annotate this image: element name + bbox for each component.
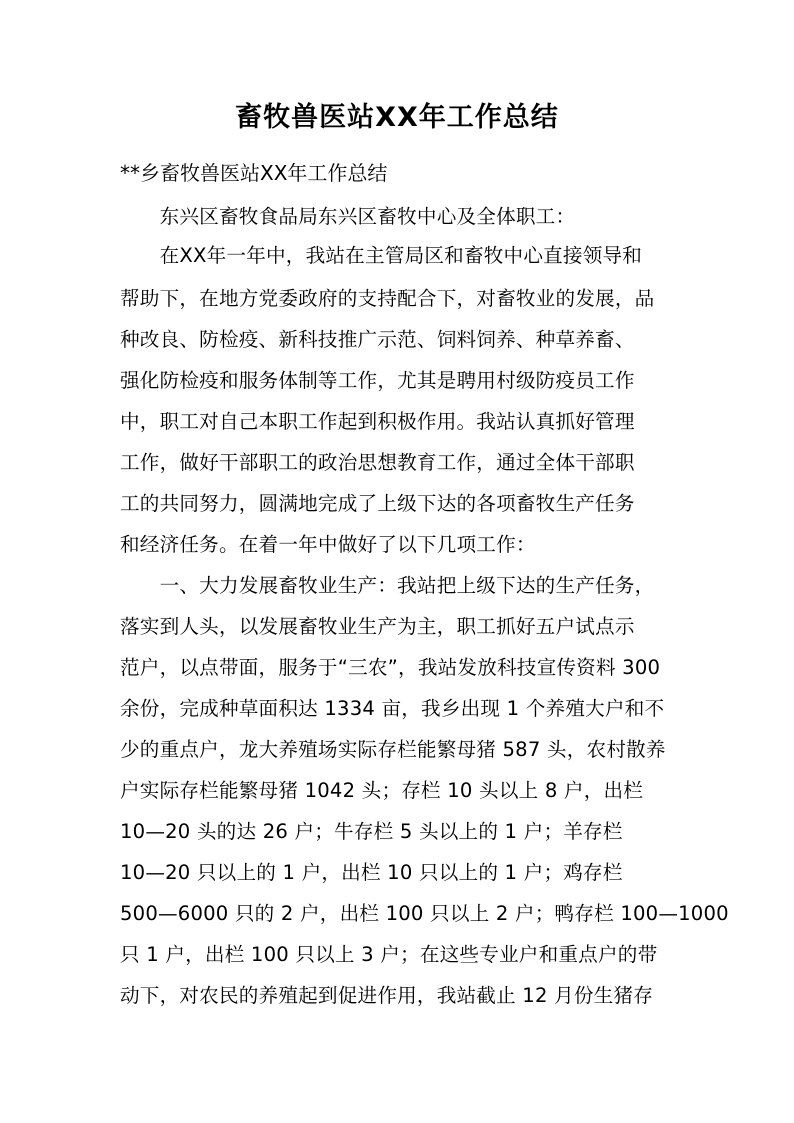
body-line: 只 1 户，出栏 100 只以上 3 户；在这些专业户和重点户的带 <box>120 943 658 966</box>
document-subtitle: **乡畜牧兽医站XX年工作总结 <box>120 161 388 185</box>
body-line: 中，职工对自己本职工作起到积极作用。我站认真抓好管理 <box>120 410 635 433</box>
body-line: 范户，以点带面，服务于“三农”，我站发放科技宣传资料 300 <box>120 656 661 679</box>
body-line: 和经济任务。在着一年中做好了以下几项工作： <box>120 533 536 556</box>
body-line: 工作，做好干部职工的政治思想教育工作，通过全体干部职 <box>120 451 635 474</box>
body-line: 少的重点户，龙大养殖场实际存栏能繁母猪 587 头，农村散养 <box>120 738 666 761</box>
body-line: 户实际存栏能繁母猪 1042 头；存栏 10 头以上 8 户，出栏 <box>120 779 644 802</box>
body-line: 动下，对农民的养殖起到促进作用，我站截止 12 月份生猪存 <box>120 984 654 1007</box>
body-line: 种改良、防检疫、新科技推广示范、饲料饲养、种草养畜、 <box>120 328 635 351</box>
body-line: 工的共同努力，圆满地完成了上级下达的各项畜牧生产任务 <box>120 492 635 515</box>
body-line: 东兴区畜牧食品局东兴区畜牧中心及全体职工： <box>120 205 576 228</box>
body-line: 帮助下，在地方党委政府的支持配合下，对畜牧业的发展，品 <box>120 287 655 310</box>
body-line: 余份，完成种草面积达 1334 亩，我乡出现 1 个养殖大户和不 <box>120 697 665 720</box>
body-line: 10—20 只以上的 1 户，出栏 10 只以上的 1 户；鸡存栏 <box>120 861 623 884</box>
body-line: 强化防检疫和服务体制等工作，尤其是聘用村级防疫员工作 <box>120 369 635 392</box>
body-line: 在XX年一年中，我站在主管局区和畜牧中心直接领导和 <box>120 244 643 267</box>
body-line: 500—6000 只的 2 户，出栏 100 只以上 2 户；鸭存栏 100—1000 <box>120 902 729 925</box>
body-line: 10—20 头的达 26 户；牛存栏 5 头以上的 1 户；羊存栏 <box>120 820 623 843</box>
body-line: 一、大力发展畜牧业生产：我站把上级下达的生产任务， <box>120 574 655 597</box>
body-line: 落实到人头，以发展畜牧业生产为主，职工抓好五户试点示 <box>120 615 635 638</box>
document-title: 畜牧兽医站XX年工作总结 <box>235 102 559 133</box>
